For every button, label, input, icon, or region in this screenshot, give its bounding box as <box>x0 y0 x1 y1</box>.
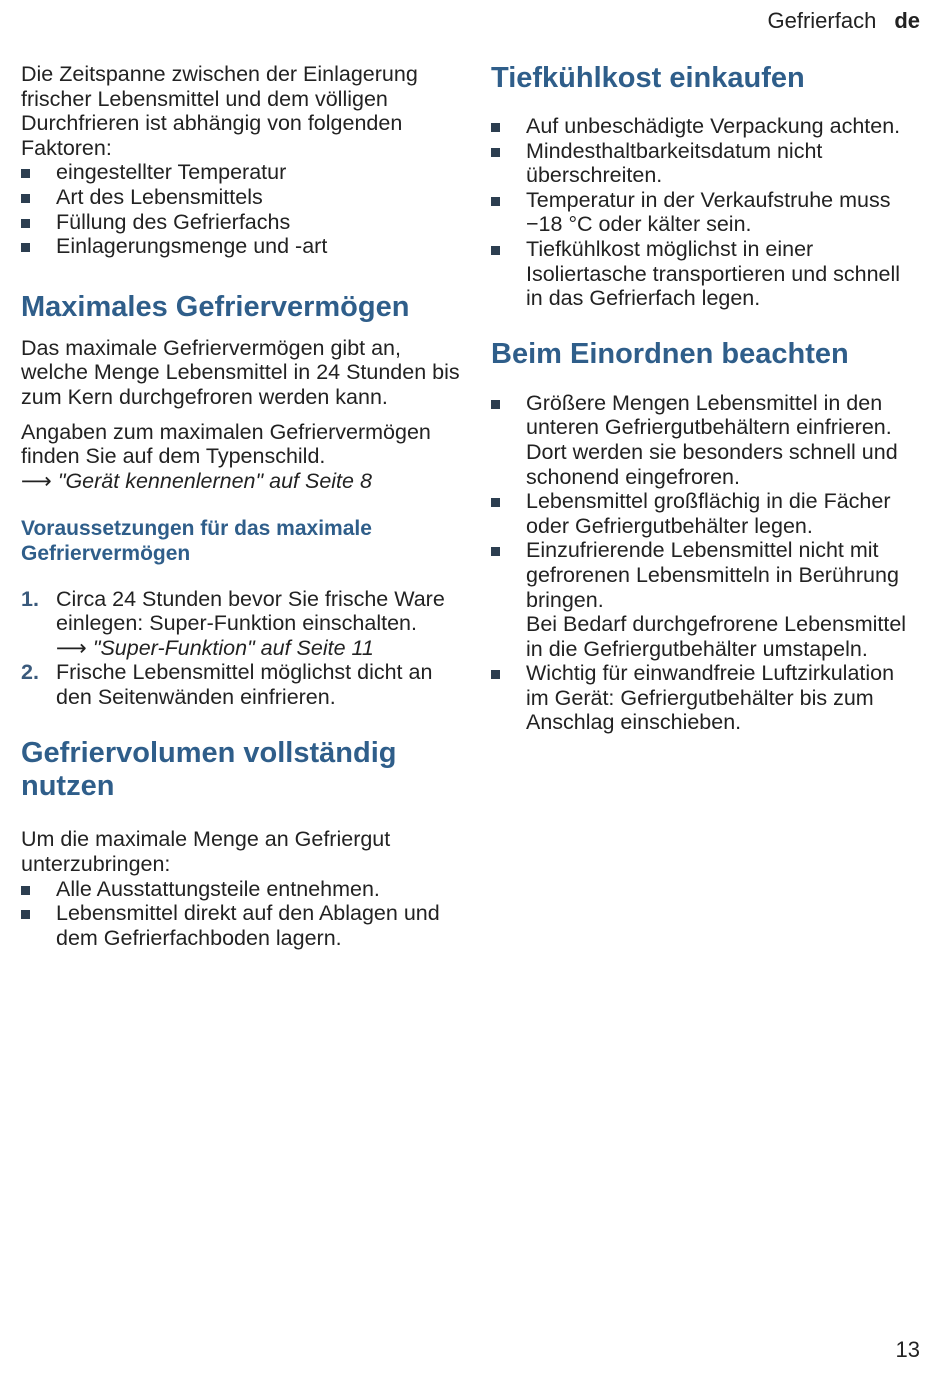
max-capacity-text-2 <box>21 420 461 494</box>
heading-max-capacity: Maximales Gefriervermögen <box>21 290 410 323</box>
step-text: Frische Lebensmittel möglichst dicht an den Seitenwänden einfrieren. <box>56 660 433 709</box>
list-item: Füllung des Gefrierfachs <box>21 210 461 235</box>
item-text: Wichtig für einwandfreie Luftzirkulation im Gerät: Gefriergutbehälter bis zum Anschlag einschieben. <box>526 661 895 735</box>
list-item: Mindesthaltbarkeitsdatum nicht überschreiten. <box>491 139 921 188</box>
list-item: Alle Ausstattungsteile entnehmen. <box>21 877 461 902</box>
heading-sorting-notes: Beim Einordnen beachten <box>491 337 849 370</box>
step-number: 2. <box>21 660 39 685</box>
list-item <box>21 587 461 661</box>
max-capacity-text-1: Das maximale Gefriervermögen gibt an, welche Menge Lebensmittel in 24 Stunden bis zum Kern durchgefroren werden kann. <box>21 335 460 409</box>
list-item: eingestellter Temperatur <box>21 160 461 185</box>
item-extra: Dort werden sie besonders schnell und schonend eingefroren. <box>526 439 898 489</box>
steps-list <box>21 587 461 710</box>
heading-freezer-volume: Gefriervolumen vollständig nutzen <box>21 737 397 803</box>
list-item <box>491 661 921 735</box>
page-number: 13 <box>895 1337 920 1362</box>
heading-buying-frozen-food: Tiefkühlkost einkaufen <box>491 62 805 94</box>
list-item: Auf unbeschädigte Verpackung achten. <box>491 114 921 139</box>
language-code: de <box>894 8 920 33</box>
list-item <box>491 391 921 489</box>
step-number: 1. <box>21 586 39 611</box>
item-extra: Bei Bedarf durchgefrorene Lebensmittel in die Gefriergutbehälter umstapeln. <box>526 612 907 661</box>
volume-intro: Um die maximale Menge an Gefriergut unterzubringen: <box>21 827 391 877</box>
reference-text: "Super-Funktion" auf Seite 11 <box>92 635 374 660</box>
factors-list <box>21 160 461 258</box>
item-text: Größere Mengen Lebensmittel in den unteren Gefriergutbehältern einfrieren. <box>526 390 892 440</box>
list-item: Art des Lebensmittels <box>21 185 461 210</box>
list-item <box>491 489 921 538</box>
step-text: Circa 24 Stunden bevor Sie frische Ware einlegen: Super-Funktion einschalten. <box>56 586 445 636</box>
max-capacity-text-2-body: Angaben zum maximalen Gefriervermögen finden Sie auf dem Typenschild. <box>21 419 431 469</box>
item-text: Lebensmittel großflächig in die Fächer oder Gefriergutbehälter legen. <box>526 489 891 538</box>
heading-prerequisites: Voraussetzungen für das maximale Gefriervermögen <box>21 517 372 565</box>
intro-text: Die Zeitspanne zwischen der Einlagerung frischer Lebensmittel und dem völligen Durchfrieren ist abhängig von folgenden Faktoren: <box>21 62 418 160</box>
list-item: Lebensmittel direkt auf den Ablagen und dem Gefrierfachboden lagern. <box>21 901 461 950</box>
reference-text: "Gerät kennenlernen" auf Seite 8 <box>57 468 372 493</box>
arrow-right-icon: ⟶ <box>56 635 87 660</box>
reference-link[interactable] <box>21 469 372 493</box>
list-item <box>491 538 921 661</box>
list-item: Temperatur in der Verkaufstruhe muss −18 °C oder kälter sein. <box>491 188 921 237</box>
buying-list <box>491 114 921 311</box>
section-title: Gefrierfach <box>767 8 877 33</box>
list-item: Einlagerungsmenge und -art <box>21 234 461 259</box>
list-item: Tiefkühlkost möglichst in einer Isoliertasche transportieren und schnell in das Gefrierfach legen. <box>491 237 921 311</box>
list-item <box>21 660 461 709</box>
right-column <box>491 62 921 735</box>
left-column <box>21 62 461 950</box>
arrow-right-icon: ⟶ <box>21 468 52 493</box>
sorting-list <box>491 391 921 735</box>
item-text: Einzufrierende Lebensmittel nicht mit gefrorenen Lebensmitteln in Berührung bringen. <box>526 538 899 612</box>
volume-list <box>21 877 461 951</box>
reference-link[interactable] <box>56 636 374 660</box>
page-header <box>767 8 920 34</box>
